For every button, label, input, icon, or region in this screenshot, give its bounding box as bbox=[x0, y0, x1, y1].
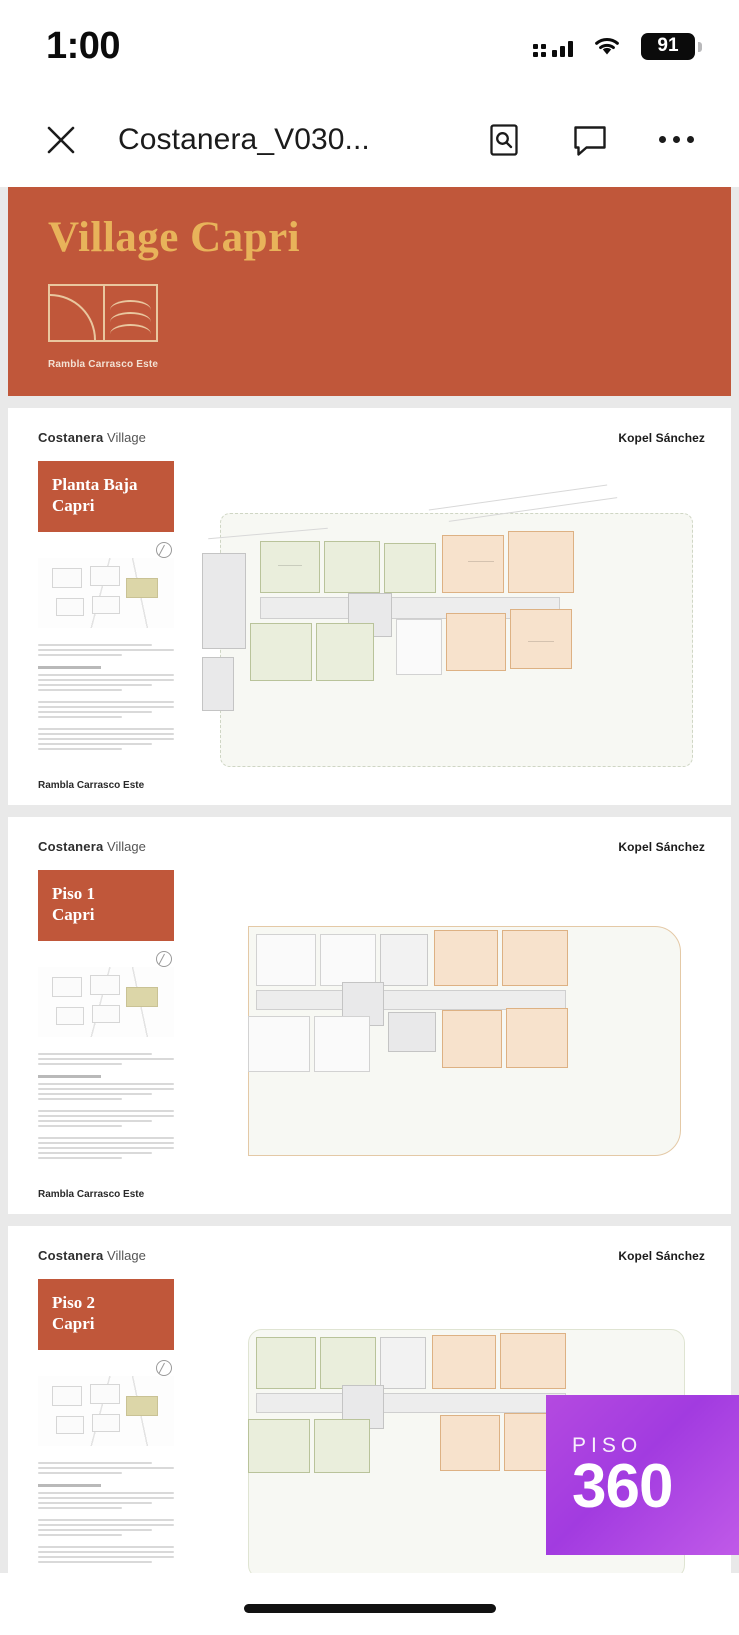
cover-footer: Rambla Carrasco Este bbox=[48, 359, 159, 370]
sheet-header bbox=[38, 430, 705, 445]
brand-lockup bbox=[38, 1248, 146, 1263]
plan-label-box bbox=[38, 1279, 174, 1350]
brand-lockup bbox=[38, 839, 146, 854]
sheet-header bbox=[38, 1248, 705, 1263]
sheet-header bbox=[38, 839, 705, 854]
cover-title: Village Capri bbox=[48, 214, 301, 261]
key-plan-icon bbox=[38, 1376, 174, 1446]
brand-name: Costanera bbox=[38, 1248, 104, 1263]
legal-notes bbox=[38, 1053, 174, 1159]
sheet-footer: Rambla Carrasco Este bbox=[38, 1189, 145, 1200]
signal-dots-icon bbox=[533, 44, 546, 57]
document-page-piso-1[interactable] bbox=[8, 817, 731, 1214]
more-options-icon[interactable] bbox=[647, 111, 705, 169]
plan-label-line1: Piso 2 bbox=[52, 1293, 95, 1312]
kebab-dots-icon bbox=[659, 136, 694, 143]
plan-label-line2: Capri bbox=[52, 1313, 95, 1333]
plan-label-line1: Piso 1 bbox=[52, 884, 95, 903]
legal-notes bbox=[38, 1462, 174, 1563]
plan-label-box bbox=[38, 870, 174, 941]
criteria-heading bbox=[38, 1484, 101, 1487]
brand-suffix: Village bbox=[107, 839, 146, 854]
battery-level-label: 91 bbox=[657, 35, 679, 56]
document-title: Costanera_V030... bbox=[118, 122, 370, 156]
brand-name: Costanera bbox=[38, 430, 104, 445]
document-page-planta-baja[interactable] bbox=[8, 408, 731, 805]
comment-icon[interactable] bbox=[561, 111, 619, 169]
brand-name: Costanera bbox=[38, 839, 104, 854]
sheet-sidebar bbox=[38, 1279, 178, 1609]
plan-label-line1: Planta Baja bbox=[52, 475, 138, 494]
sheet-body bbox=[38, 870, 705, 1200]
sheet-body bbox=[38, 461, 705, 791]
watermark-number: 360 bbox=[572, 1451, 673, 1521]
studio-credit: Kopel Sánchez bbox=[618, 840, 705, 854]
studio-credit: Kopel Sánchez bbox=[618, 1249, 705, 1263]
key-plan-icon bbox=[38, 558, 174, 628]
app-bar bbox=[0, 92, 739, 187]
sheet-footer: Rambla Carrasco Este bbox=[38, 780, 145, 791]
north-arrow-icon bbox=[156, 951, 172, 967]
status-bar bbox=[0, 0, 739, 92]
search-document-icon[interactable] bbox=[475, 111, 533, 169]
document-page-cover[interactable] bbox=[8, 187, 731, 396]
watermark-piso360 bbox=[546, 1395, 739, 1555]
status-indicators bbox=[533, 33, 695, 60]
sheet-sidebar bbox=[38, 461, 178, 791]
legal-notes bbox=[38, 644, 174, 750]
close-icon[interactable] bbox=[32, 111, 90, 169]
sheet-sidebar bbox=[38, 870, 178, 1200]
criteria-heading bbox=[38, 666, 101, 669]
village-capri-logo-icon bbox=[48, 284, 158, 342]
north-arrow-icon bbox=[156, 1360, 172, 1376]
cellular-signal-icon bbox=[533, 35, 573, 57]
plan-label-line2: Capri bbox=[52, 495, 95, 515]
brand-lockup bbox=[38, 430, 146, 445]
studio-credit: Kopel Sánchez bbox=[618, 431, 705, 445]
watermark-brand: PISO bbox=[572, 1433, 643, 1457]
north-arrow-icon bbox=[156, 542, 172, 558]
brand-suffix: Village bbox=[107, 430, 146, 445]
criteria-heading bbox=[38, 1075, 101, 1078]
plan-label-line2: Capri bbox=[52, 904, 95, 924]
signal-bars-icon bbox=[552, 35, 573, 57]
battery-indicator bbox=[641, 33, 695, 60]
floor-plan-drawing bbox=[198, 870, 705, 1200]
status-clock: 1:00 bbox=[46, 24, 121, 67]
key-plan-icon bbox=[38, 967, 174, 1037]
wifi-icon bbox=[590, 34, 624, 58]
document-viewer[interactable] bbox=[0, 187, 739, 1635]
home-indicator[interactable] bbox=[244, 1604, 496, 1613]
floor-plan-drawing bbox=[198, 461, 705, 791]
brand-suffix: Village bbox=[107, 1248, 146, 1263]
plan-label-box bbox=[38, 461, 174, 532]
